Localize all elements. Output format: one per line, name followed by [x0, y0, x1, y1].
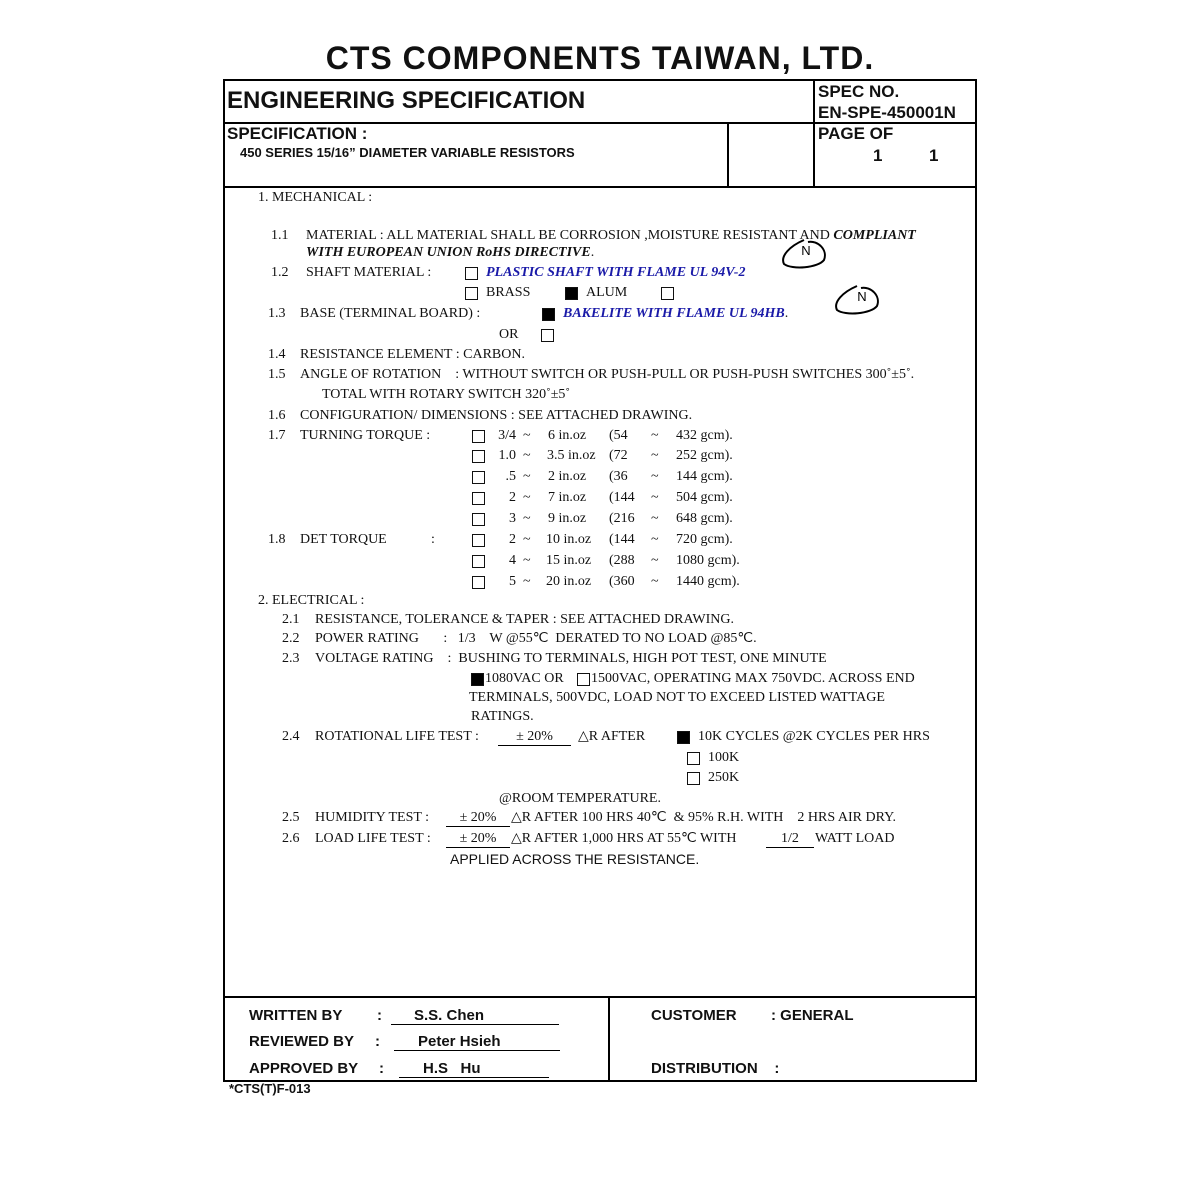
- or-label: OR: [499, 327, 519, 342]
- watt-value: 1/2: [766, 831, 814, 848]
- torque-min-inoz: 3: [509, 511, 516, 526]
- divider: [608, 996, 610, 1081]
- customer-label: CUSTOMER: [651, 1007, 737, 1024]
- label-base: BASE (TERMINAL BOARD) :: [300, 306, 481, 321]
- torque-max-inoz: 10 in.oz: [546, 532, 592, 547]
- text: APPLIED ACROSS THE RESISTANCE.: [450, 851, 700, 867]
- colon: :: [431, 532, 435, 547]
- checkbox-torque-option[interactable]: [472, 471, 485, 484]
- page-label: PAGE OF: [818, 124, 894, 143]
- spec-label: SPECIFICATION :: [227, 124, 368, 143]
- torque-max-gcm: 504 gcm).: [676, 490, 733, 505]
- checkbox-torque-option[interactable]: [472, 430, 485, 443]
- option-alum: ALUM: [586, 285, 628, 300]
- spec-no-label: SPEC NO.: [818, 82, 900, 101]
- torque-max-gcm: 1080 gcm).: [676, 553, 740, 568]
- torque-min-inoz: 3/4: [498, 428, 516, 443]
- handwritten-n-mark: [831, 282, 881, 318]
- item-number: 1.6: [268, 408, 286, 423]
- item-number: 1.1: [271, 228, 289, 243]
- checkbox-250k[interactable]: [687, 772, 700, 785]
- torque-min-inoz: 2: [509, 532, 516, 547]
- option-plastic: PLASTIC SHAFT WITH FLAME UL 94V-2: [486, 265, 746, 280]
- handwritten-n-mark: [778, 236, 828, 272]
- tilde: ~: [523, 490, 531, 505]
- item-number: 2.3: [282, 651, 300, 666]
- torque-max-gcm: 1440 gcm).: [676, 574, 740, 589]
- checkbox-10k[interactable]: [677, 731, 690, 744]
- section-electrical: 2. ELECTRICAL :: [258, 593, 365, 608]
- checkbox-torque-option[interactable]: [472, 450, 485, 463]
- tilde: ~: [523, 553, 531, 568]
- reviewed-by-value: [394, 1033, 560, 1051]
- item-number: 1.7: [268, 428, 286, 443]
- doc-title: ENGINEERING SPECIFICATION: [227, 87, 586, 114]
- label-turning-torque: TURNING TORQUE :: [300, 428, 431, 443]
- item-number: 1.8: [268, 532, 286, 547]
- checkbox-torque-option[interactable]: [472, 513, 485, 526]
- voltage-text: TERMINALS, 500VDC, LOAD NOT TO EXCEED LISTED WATTAGE: [469, 690, 885, 705]
- tolerance-value: ± 20%: [498, 729, 571, 746]
- torque-max-gcm: 144 gcm).: [676, 469, 733, 484]
- item-number: 2.4: [282, 729, 300, 744]
- torque-min-gcm: (36: [609, 469, 628, 484]
- distribution-label: DISTRIBUTION :: [651, 1060, 780, 1077]
- divider: [727, 122, 729, 187]
- tilde: ~: [651, 553, 659, 568]
- company-name: CTS COMPONENTS TAIWAN, LTD.: [325, 40, 875, 76]
- torque-min-gcm: (72: [609, 448, 628, 463]
- tilde: ~: [651, 428, 659, 443]
- divider: [223, 996, 977, 998]
- item-power-rating: POWER RATING : 1/3 W @55℃ DERATED TO NO LOAD @85℃.: [315, 631, 757, 646]
- item-number: 1.2: [271, 265, 289, 280]
- annotation-text: N: [857, 289, 867, 304]
- customer-value: : GENERAL: [771, 1007, 854, 1024]
- divider: [223, 79, 225, 1082]
- item-angle-rotation: ANGLE OF ROTATION : WITHOUT SWITCH OR PUSH-PULL OR PUSH-PUSH SWITCHES 300˚±5˚.: [300, 367, 915, 382]
- torque-max-gcm: 432 gcm).: [676, 428, 733, 443]
- tilde: ~: [651, 574, 659, 589]
- checkbox-torque-option[interactable]: [472, 555, 485, 568]
- form-number: *CTS(T)F-013: [229, 1081, 311, 1096]
- divider: [223, 79, 977, 81]
- tilde: ~: [651, 490, 659, 505]
- torque-max-inoz: 9 in.oz: [548, 511, 587, 526]
- text: S.S. Chen: [414, 1007, 485, 1024]
- page-total: 1: [929, 146, 939, 165]
- tolerance-value: ± 20%: [446, 831, 510, 848]
- text: BAKELITE WITH FLAME UL 94HB: [563, 306, 785, 321]
- option-10k: 10K CYCLES @2K CYCLES PER HRS: [698, 729, 930, 744]
- torque-min-inoz: 5: [509, 574, 516, 589]
- spec-no: EN-SPE-450001N: [818, 103, 956, 122]
- annotation-text: N: [801, 243, 811, 258]
- text: WATT LOAD: [815, 831, 895, 846]
- item-number: 2.2: [282, 631, 300, 646]
- checkbox-1500vac[interactable]: [577, 673, 590, 686]
- spec-desc: 450 SERIES 15/16” DIAMETER VARIABLE RESISTORS: [240, 145, 575, 160]
- approved-by-value: [399, 1060, 549, 1078]
- item-resistance-tolerance: RESISTANCE, TOLERANCE & TAPER : SEE ATTACHED DRAWING.: [315, 612, 735, 627]
- checkbox-plastic[interactable]: [465, 267, 478, 280]
- torque-min-gcm: (216: [609, 511, 635, 526]
- torque-min-gcm: (144: [609, 490, 635, 505]
- divider: [223, 1080, 977, 1082]
- text: Peter Hsieh: [418, 1033, 501, 1050]
- torque-max-inoz: 7 in.oz: [548, 490, 587, 505]
- item-number: 1.5: [268, 367, 286, 382]
- text: △R AFTER: [578, 729, 646, 744]
- section-mechanical: 1. MECHANICAL :: [258, 190, 373, 205]
- approved-by-label: APPROVED BY: [249, 1060, 359, 1077]
- tilde: ~: [523, 511, 531, 526]
- label-rotational-life: ROTATIONAL LIFE TEST :: [315, 729, 479, 744]
- option-bakelite: BAKELITE WITH FLAME UL 94HB.: [563, 306, 789, 321]
- text: COMPLIANT: [833, 228, 916, 243]
- label-shaft-material: SHAFT MATERIAL :: [306, 265, 432, 280]
- checkbox-bakelite[interactable]: [542, 308, 555, 321]
- tilde: ~: [523, 428, 531, 443]
- text: WITH EUROPEAN UNION RoHS DIRECTIVE: [306, 245, 591, 260]
- divider: [975, 79, 977, 1082]
- checkbox-torque-option[interactable]: [472, 576, 485, 589]
- text: MATERIAL : ALL MATERIAL SHALL BE CORROSION ,MOISTURE RESISTANT AND: [306, 228, 834, 243]
- torque-max-inoz: 20 in.oz: [546, 574, 592, 589]
- torque-min-gcm: (360: [609, 574, 635, 589]
- option-250k: 250K: [708, 770, 740, 785]
- colon: :: [377, 1007, 382, 1024]
- tilde: ~: [651, 511, 659, 526]
- torque-max-gcm: 720 gcm).: [676, 532, 733, 547]
- torque-max-inoz: 2 in.oz: [548, 469, 587, 484]
- item-resistance-element: RESISTANCE ELEMENT : CARBON.: [300, 347, 525, 362]
- divider: [813, 79, 815, 187]
- written-by-value: [391, 1007, 559, 1025]
- item-number: 2.5: [282, 810, 300, 825]
- option-1080vac: 1080VAC OR: [485, 671, 568, 686]
- item-number: 2.6: [282, 831, 300, 846]
- checkbox-alum[interactable]: [565, 287, 578, 300]
- torque-min-gcm: (288: [609, 553, 635, 568]
- tilde: ~: [523, 574, 531, 589]
- torque-max-inoz: 15 in.oz: [546, 553, 592, 568]
- humidity-text: △R AFTER 100 HRS 40℃ & 95% R.H. WITH 2 HRS AIR DRY.: [511, 810, 896, 825]
- option-1500vac: 1500VAC, OPERATING MAX 750VDC. ACROSS END: [591, 671, 915, 686]
- option-brass: BRASS: [486, 285, 531, 300]
- torque-max-inoz: 3.5 in.oz: [547, 448, 596, 463]
- torque-min-inoz: 2: [509, 490, 516, 505]
- torque-min-inoz: 4: [509, 553, 516, 568]
- torque-min-gcm: (144: [609, 532, 635, 547]
- item-number: 1.3: [268, 306, 286, 321]
- divider: [223, 186, 977, 188]
- item-number: 1.4: [268, 347, 286, 362]
- load-life-text: △R AFTER 1,000 HRS AT 55℃ WITH: [511, 831, 737, 846]
- checkbox-100k[interactable]: [687, 752, 700, 765]
- checkbox-torque-option[interactable]: [472, 534, 485, 547]
- item-voltage-rating: VOLTAGE RATING : BUSHING TO TERMINALS, HIGH POT TEST, ONE MINUTE: [315, 651, 827, 666]
- label-humidity: HUMIDITY TEST :: [315, 810, 430, 825]
- torque-min-gcm: (54: [609, 428, 628, 443]
- checkbox-torque-option[interactable]: [472, 492, 485, 505]
- tilde: ~: [651, 469, 659, 484]
- torque-max-gcm: 252 gcm).: [676, 448, 733, 463]
- tilde: ~: [651, 448, 659, 463]
- checkbox-1080vac[interactable]: [471, 673, 484, 686]
- item-configuration: CONFIGURATION/ DIMENSIONS : SEE ATTACHED DRAWING.: [300, 408, 693, 423]
- torque-max-gcm: 648 gcm).: [676, 511, 733, 526]
- checkbox-base-other[interactable]: [541, 329, 554, 342]
- label-det-torque: DET TORQUE: [300, 532, 387, 547]
- torque-max-inoz: 6 in.oz: [548, 428, 587, 443]
- written-by-label: WRITTEN BY: [249, 1007, 343, 1024]
- colon: :: [379, 1060, 384, 1077]
- tolerance-value: ± 20%: [446, 810, 510, 827]
- checkbox-other[interactable]: [661, 287, 674, 300]
- reviewed-by-label: REVIEWED BY: [249, 1033, 355, 1050]
- colon: :: [375, 1033, 380, 1050]
- text: H.S Hu: [423, 1060, 481, 1077]
- tilde: ~: [523, 532, 531, 547]
- label-load-life: LOAD LIFE TEST :: [315, 831, 431, 846]
- torque-min-inoz: 1.0: [498, 448, 516, 463]
- item-material-cont: WITH EUROPEAN UNION RoHS DIRECTIVE.: [306, 245, 595, 260]
- room-temperature: @ROOM TEMPERATURE.: [499, 791, 661, 806]
- tilde: ~: [651, 532, 659, 547]
- checkbox-brass[interactable]: [465, 287, 478, 300]
- tilde: ~: [523, 469, 531, 484]
- voltage-text: RATINGS.: [471, 709, 534, 724]
- item-angle-rotary: TOTAL WITH ROTARY SWITCH 320˚±5˚: [322, 387, 571, 402]
- torque-min-inoz: .5: [505, 469, 516, 484]
- item-number: 2.1: [282, 612, 300, 627]
- tilde: ~: [523, 448, 531, 463]
- page-number: 1: [873, 146, 883, 165]
- option-100k: 100K: [708, 750, 740, 765]
